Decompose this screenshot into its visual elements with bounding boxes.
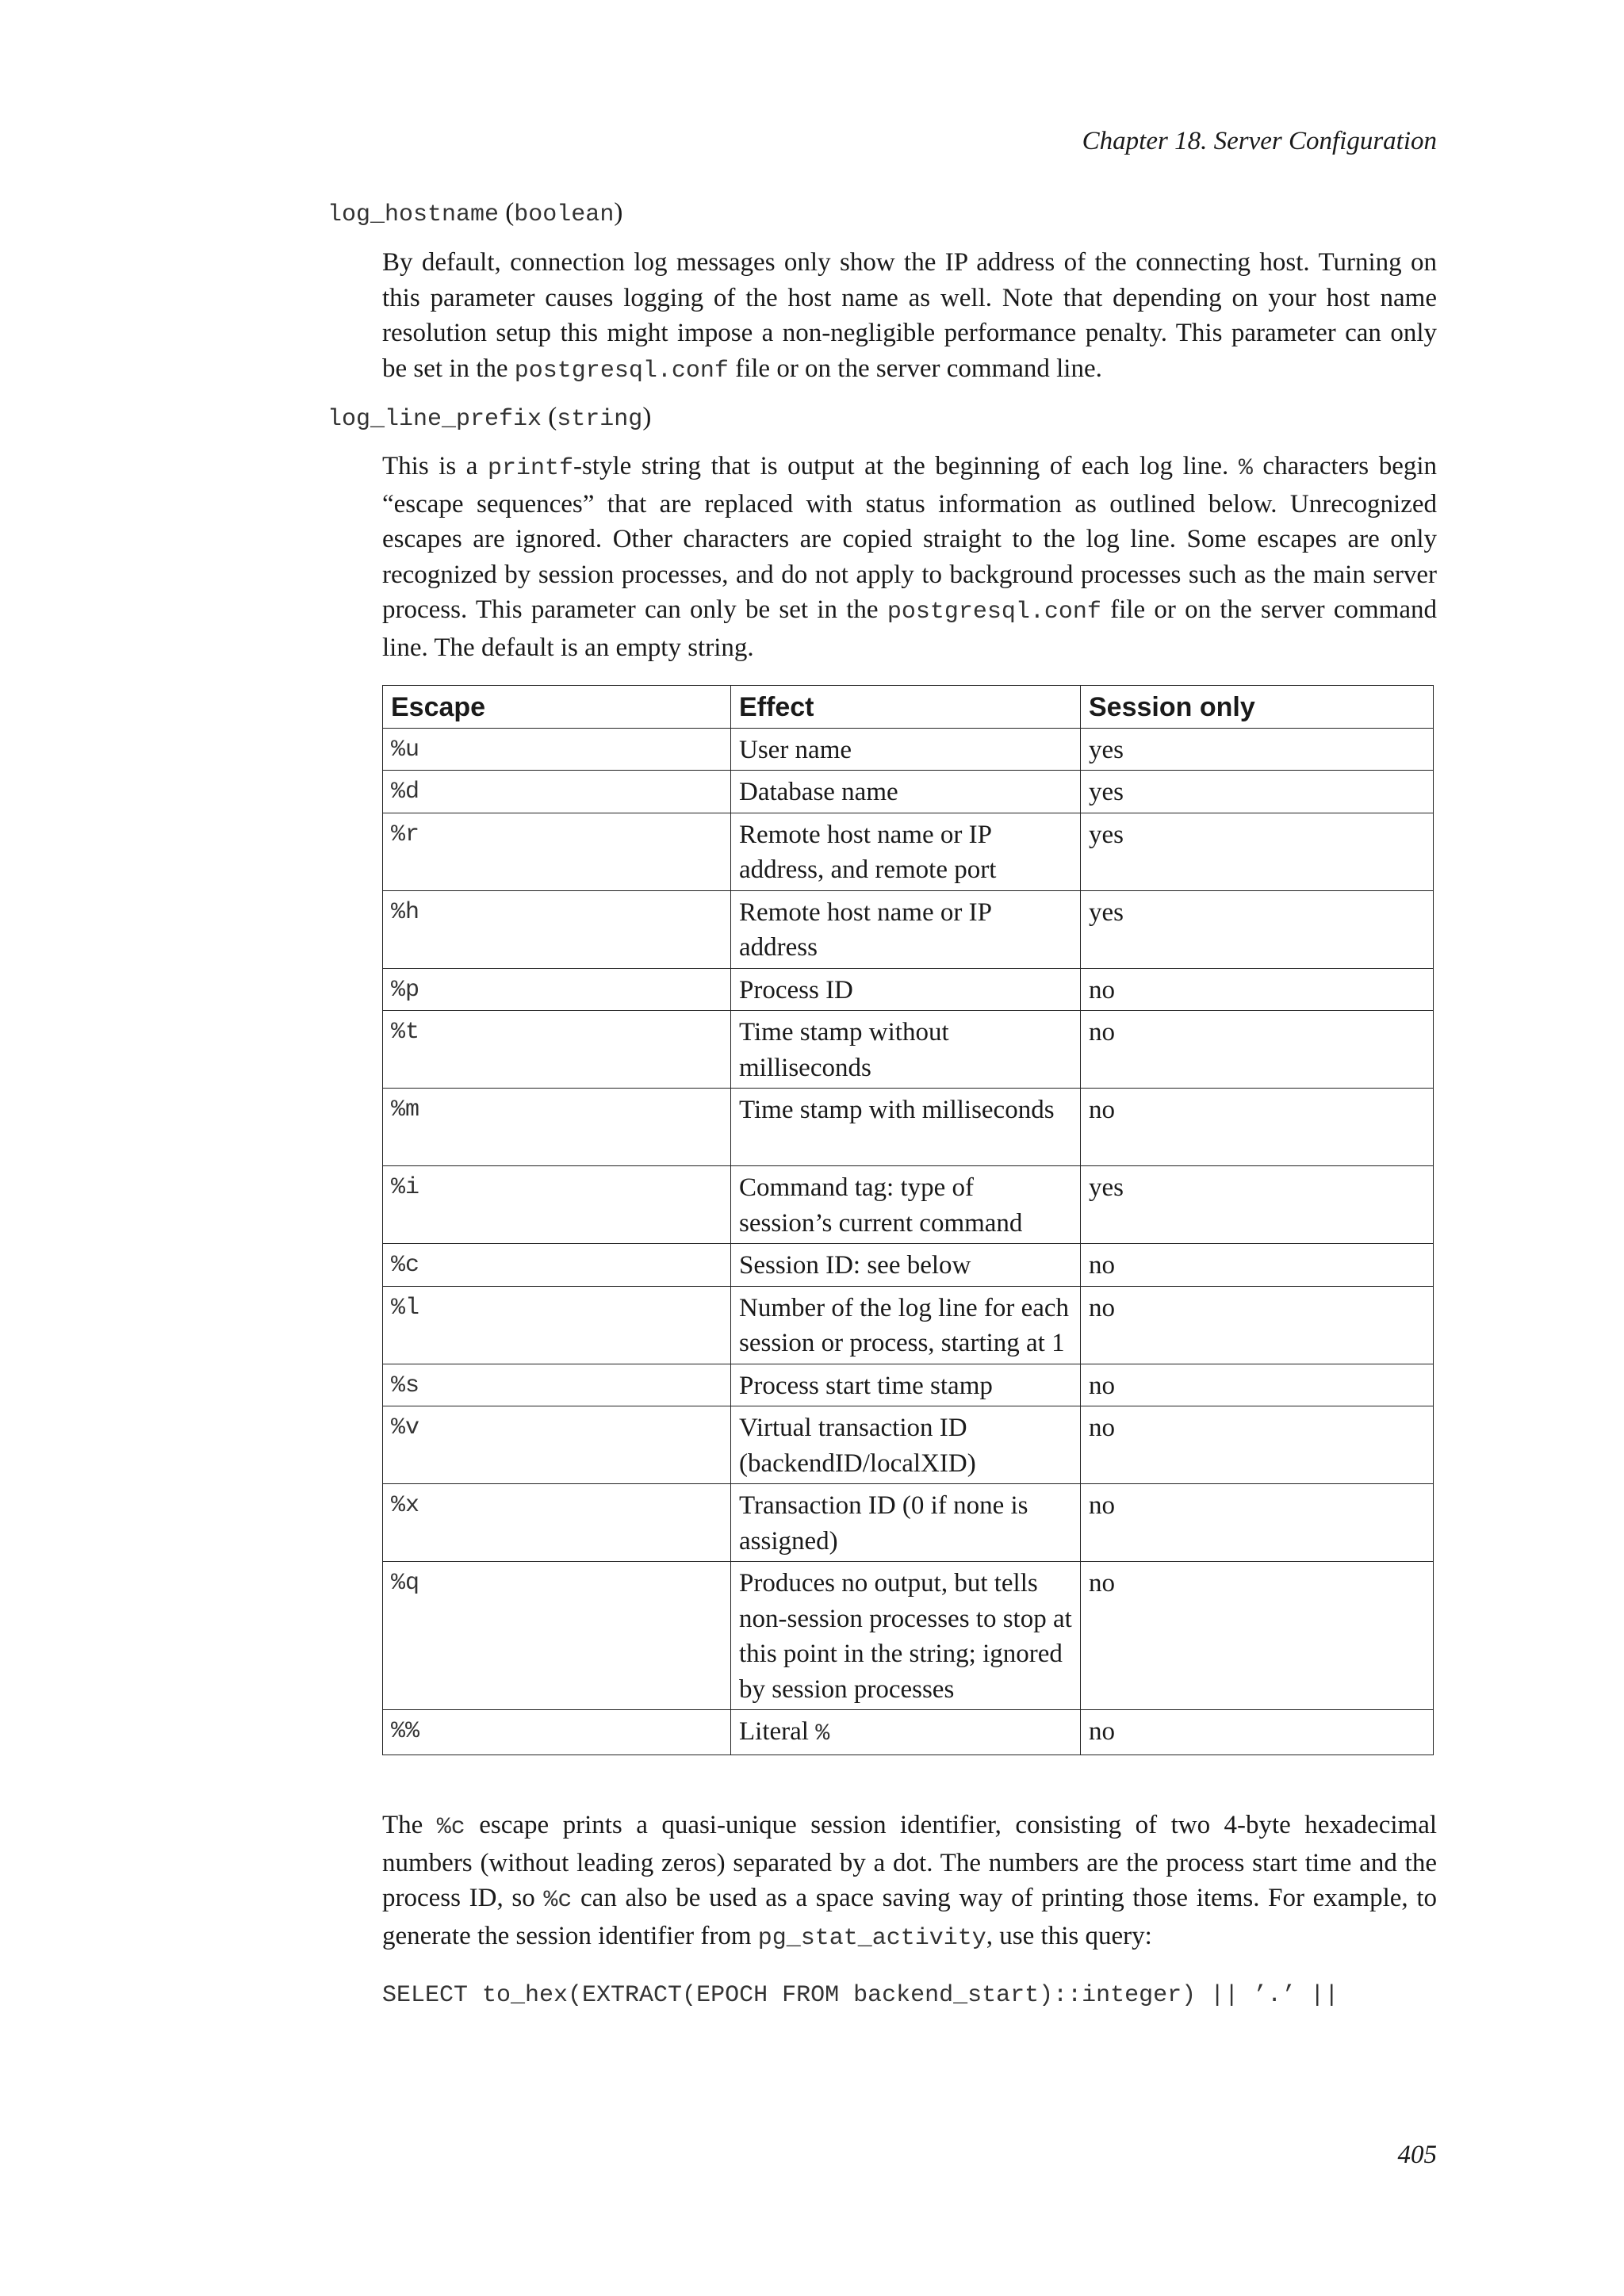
term-log-hostname: log_hostname (boolean) (327, 198, 623, 228)
escape-cell: %r (383, 813, 731, 890)
session-cell: yes (1081, 813, 1434, 890)
session-cell: no (1081, 968, 1434, 1011)
escape-table (382, 685, 1434, 1755)
table-row (383, 1364, 1434, 1406)
session-cell: no (1081, 1484, 1434, 1562)
inline-code: % (1238, 455, 1253, 482)
session-cell: no (1081, 1089, 1434, 1166)
inline-code: postgresql.conf (514, 357, 729, 385)
column-header: Effect (731, 686, 1081, 729)
inline-code: pg_stat_activity (757, 1924, 986, 1952)
escape-cell: %l (383, 1286, 731, 1364)
effect-cell: Process start time stamp (731, 1364, 1081, 1406)
session-cell: no (1081, 1562, 1434, 1710)
chapter-header: Chapter 18. Server Configuration (1082, 127, 1437, 155)
session-cell: yes (1081, 771, 1434, 813)
effect-cell: Process ID (731, 968, 1081, 1011)
table-header-row (383, 686, 1434, 729)
session-cell: no (1081, 1011, 1434, 1089)
table-row (383, 1166, 1434, 1244)
effect-cell: Command tag: type of session’s current command (731, 1166, 1081, 1244)
effect-cell: Produces no output, but tells non-session processes to stop at this point in the string; ignored by session processes (731, 1562, 1081, 1710)
session-cell: no (1081, 1244, 1434, 1287)
param-name: log_hostname (327, 201, 500, 228)
escape-cell: %c (383, 1244, 731, 1287)
escape-cell: %d (383, 771, 731, 813)
session-cell: yes (1081, 728, 1434, 771)
param-type: boolean (514, 201, 615, 228)
column-header: Session only (1081, 686, 1434, 729)
table-row (383, 1286, 1434, 1364)
table-row (383, 1710, 1434, 1755)
escape-cell: %% (383, 1710, 731, 1755)
sql-query-code: SELECT to_hex(EXTRACT(EPOCH FROM backend_start)::integer) || ’.’ || (382, 1982, 1339, 2009)
session-cell: no (1081, 1710, 1434, 1755)
param-name: log_line_prefix (327, 406, 542, 433)
effect-cell: User name (731, 728, 1081, 771)
escape-cell: %m (383, 1089, 731, 1166)
escape-cell: %t (383, 1011, 731, 1089)
session-id-description: The %c escape prints a quasi-unique session identifier, consisting of two 4-byte hexadecimal numbers (without leading zeros) separated by a dot. The numbers are the process start time and the process ID, so %c can also be used as a space saving way of printing those items. For example, to generate the session identifier from pg_stat_activity, use this query: (382, 1811, 1438, 1952)
effect-cell: Database name (731, 771, 1081, 813)
effect-cell: Session ID: see below (731, 1244, 1081, 1287)
escape-cell: %h (383, 890, 731, 968)
log-hostname-description: By default, connection log messages only show the IP address of the connecting host. Turning on this parameter causes logging of the host name as well. Note that depending on your host name resolution setup this might impose a non-negligible performance penalty. This parameter can only be set in the postgresql.conf file or on the server command line. (382, 248, 1437, 385)
param-type: string (557, 406, 643, 433)
table-row (383, 1089, 1434, 1166)
effect-cell: Remote host name or IP address, and remote port (731, 813, 1081, 890)
table-row (383, 1406, 1434, 1484)
inline-code: postgresql.conf (887, 599, 1101, 626)
table-row (383, 728, 1434, 771)
escape-cell: %v (383, 1406, 731, 1484)
escape-cell: %p (383, 968, 731, 1011)
session-cell: no (1081, 1286, 1434, 1364)
session-cell: no (1081, 1364, 1434, 1406)
table-row (383, 968, 1434, 1011)
inline-code: % (815, 1720, 830, 1747)
table-row (383, 1484, 1434, 1562)
table-row (383, 890, 1434, 968)
session-cell: yes (1081, 890, 1434, 968)
escape-cell: %i (383, 1166, 731, 1244)
column-header: Escape (383, 686, 731, 729)
table-row (383, 1244, 1434, 1287)
escape-cell: %q (383, 1562, 731, 1710)
inline-code: printf (487, 455, 574, 482)
effect-cell: Transaction ID (0 if none is assigned) (731, 1484, 1081, 1562)
term-log-line-prefix: log_line_prefix (string) (327, 403, 652, 433)
effect-cell: Virtual transaction ID (backendID/localXID) (731, 1406, 1081, 1484)
escape-cell: %u (383, 728, 731, 771)
log-line-prefix-description: This is a printf-style string that is output at the beginning of each log line. % characters begin “escape sequences” that are replaced with status information as outlined below. Unrecognized escapes are ignored. Other characters are copied straight to the log line. Some escapes are only recognized by session processes, and do not apply to background processes such as the main server process. This parameter can only be set in the postgresql.conf file or on the server command line. The default is an empty string. (382, 452, 1438, 662)
effect-cell: Literal % (731, 1710, 1081, 1755)
effect-cell: Time stamp with milliseconds (731, 1089, 1081, 1166)
session-cell: yes (1081, 1166, 1434, 1244)
effect-cell: Time stamp without milliseconds (731, 1011, 1081, 1089)
effect-cell: Number of the log line for each session or process, starting at 1 (731, 1286, 1081, 1364)
page-number: 405 (1397, 2141, 1437, 2169)
effect-cell: Remote host name or IP address (731, 890, 1081, 968)
inline-code: %c (436, 1814, 465, 1841)
table-row (383, 813, 1434, 890)
escape-cell: %s (383, 1364, 731, 1406)
table-row (383, 1562, 1434, 1710)
escape-cell: %x (383, 1484, 731, 1562)
session-cell: no (1081, 1406, 1434, 1484)
table-row (383, 771, 1434, 813)
inline-code: %c (543, 1887, 573, 1914)
table-row (383, 1011, 1434, 1089)
